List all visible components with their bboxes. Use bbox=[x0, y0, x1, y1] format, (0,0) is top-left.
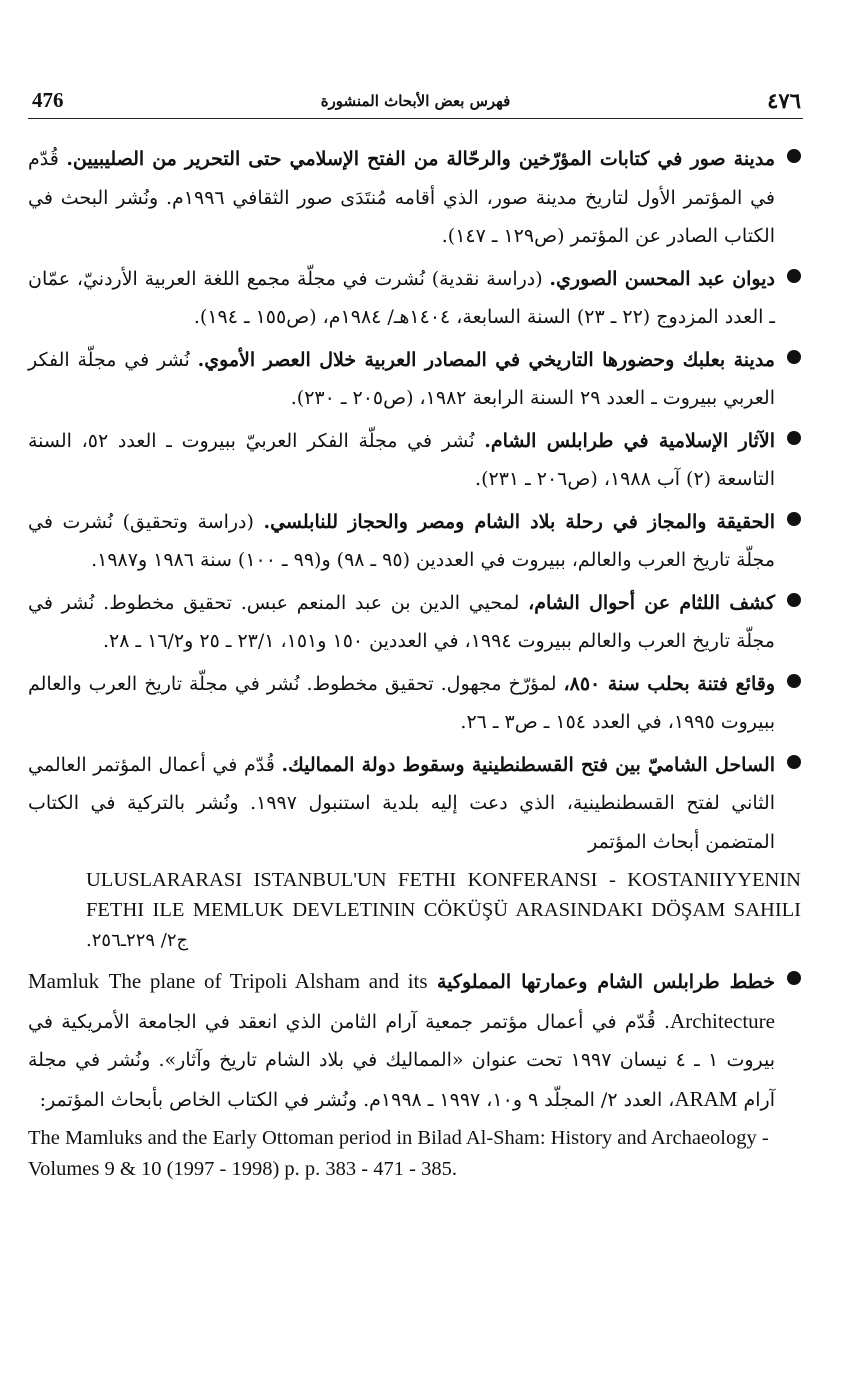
entry-body: قُدّم في أعمال المؤتمر العالمي الثاني لفتح القسطنطينية، الذي دعت إليه بلدية استنبول ١٩٩٧. ونُشر بالتركية في الكتاب المتضمن أبحاث المؤتمر bbox=[28, 753, 776, 853]
bullet-icon bbox=[787, 755, 801, 769]
list-item bbox=[28, 584, 803, 661]
entry-title-english-2: Mamluk Architecture bbox=[28, 969, 775, 1033]
list-item bbox=[28, 140, 803, 256]
list-item bbox=[28, 503, 803, 580]
entry-body-2: ، العدد ٢/ المجلّد ٩ و١٠، ١٩٩٧ ـ ١٩٩٨م. ونُشر في الكتاب الخاص بأبحاث المؤتمر: bbox=[39, 1088, 675, 1111]
page-header bbox=[28, 84, 803, 119]
entry-title: الآثار الإسلامية في طرابلس الشام. bbox=[484, 429, 775, 452]
entry-body: (دراسة وتحقيق) نُشرت في مجلّة تاريخ العرب والعالم، ببيروت في العددين (٩٥ ـ ٩٨) و(٩٩ ـ ١٠٠) سنة ١٩٨٦ و١٩٨٧. bbox=[28, 510, 775, 571]
entry-body: نُشر في مجلّة الفكر العربيّ ببيروت ـ العدد ٥٢، السنة التاسعة (٢) آب ١٩٨٨، (ص٢٠٦ ـ ٢٣١). bbox=[28, 429, 775, 490]
journal-name-latin: ARAM bbox=[674, 1086, 738, 1111]
entry-title: وقائع فتنة بحلب سنة ٨٥٠، bbox=[563, 672, 775, 695]
bullet-icon bbox=[787, 149, 801, 163]
entry-body: لمحيي الدين بن عبد المنعم عبس. تحقيق مخطوط. نُشر في مجلّة تاريخ العرب والعالم ببيروت ١٩٩٤، في العددين ١٥٠ و١٥١، ٢٣/١ ـ ٢٥ و١٦/٢ ـ ٢٨. bbox=[28, 591, 775, 652]
entry-title: الساحل الشاميّ بين فتح القسطنطينية وسقوط دولة المماليك. bbox=[281, 753, 775, 776]
entry-title: الحقيقة والمجاز في رحلة بلاد الشام ومصر والحجاز للنابلسي. bbox=[263, 510, 775, 533]
entry-title: خطط طرابلس الشام وعمارتها المملوكية bbox=[437, 971, 776, 993]
entry-body: نُشر في مجلّة الفكر العربي ببيروت ـ العدد ٢٩ السنة الرابعة ١٩٨٢، (ص٢٠٥ ـ ٢٣٠). bbox=[28, 348, 775, 409]
bullet-icon bbox=[787, 269, 801, 283]
list-item bbox=[28, 260, 803, 337]
turkish-title-pages: ج٢/ ٢٢٩ـ٢٥٦. bbox=[86, 930, 189, 951]
entry-body: لمؤرّخ مجهول. تحقيق مخطوط. نُشر في مجلّة تاريخ العرب والعالم ببيروت ١٩٩٥، في العدد ١٥٤ ـ ص٣ ـ ٢٦. bbox=[28, 672, 775, 733]
entry-body: (دراسة نقدية) نُشرت في مجلّة مجمع اللغة العربية الأردنيّ، عمّان ـ العدد المزدوج (٢٢ ـ ٢٣) السنة السابعة، ١٤٠٤هـ/ ١٩٨٤م، (ص١٥٥ ـ ١٩٤). bbox=[28, 267, 775, 328]
list-item bbox=[28, 341, 803, 418]
entry-title: ديوان عبد المحسن الصوري. bbox=[549, 267, 775, 290]
bullet-icon bbox=[787, 350, 801, 364]
page bbox=[28, 0, 803, 1376]
entry-title-english: The plane of Tripoli Alsham and its bbox=[108, 969, 428, 993]
english-book-title: The Mamluks and the Early Ottoman period in Bilad Al-Sham: History and Archaeology - Volumes 9 & 10 (1997 - 1998) p. p. 383 - 471 - 385. bbox=[28, 1127, 769, 1180]
list-item: خطط طرابلس الشام وعمارتها المملوكية The plane of Tripoli Alsham and its Mamluk Architecture. قُدّم في أعمال مؤتمر جمعية آرام الثامن الذي انعقد في الجامعة الأمريكية في بيروت ١ ـ ٤ نيسان ١٩٩٧ تحت عنوان «المماليك في بلاد الشام تاريخ وآثار». ونُشر في مجلة آرام ARAM، العدد ٢/ المجلّد ٩ و١٠، ١٩٩٧ ـ ١٩٩٨م. ونُشر في الكتاب الخاص بأبحاث المؤتمر: bbox=[28, 962, 803, 1119]
page-number-latin: 476 bbox=[32, 88, 64, 112]
bullet-icon bbox=[787, 674, 801, 688]
page-number-arabic: ٤٧٦ bbox=[767, 88, 801, 113]
list-item bbox=[28, 746, 803, 862]
turkish-title-text: ULUSLARARASI ISTANBUL'UN FETHI KONFERANSI - KOSTANIIYYENIN FETHI ILE MEMLUK DEVLETININ CÖKÜŞÜ ARASINDAKI DÖŞAM SAHILI bbox=[86, 869, 801, 921]
entry-title: مدينة صور في كتابات المؤرّخين والرحّالة من الفتح الإسلامي حتى التحرير من الصليبيين. bbox=[66, 148, 775, 170]
bullet-icon bbox=[787, 512, 801, 526]
bullet-icon bbox=[787, 593, 801, 607]
entry-title: كشف اللثام عن أحوال الشام، bbox=[528, 591, 775, 614]
list-item bbox=[28, 422, 803, 499]
publication-list bbox=[28, 140, 803, 1185]
entry-body: قُدّم في أعمال مؤتمر جمعية آرام الثامن الذي انعقد في الجامعة الأمريكية في بيروت ١ ـ ٤ نيسان ١٩٩٧ تحت عنوان «المماليك في بلاد الشام تاريخ وآثار». ونُشر في مجلة آرام bbox=[28, 1010, 776, 1111]
list-item bbox=[28, 665, 803, 742]
running-title: فهرس بعض الأبحاث المنشورة bbox=[320, 92, 511, 110]
turkish-conference-title bbox=[28, 865, 803, 956]
bullet-icon bbox=[787, 971, 801, 985]
bullet-icon bbox=[787, 431, 801, 445]
entry-body: قُدّم في المؤتمر الأول لتاريخ مدينة صور، الذي أقامه مُنتَدَى صور الثقافي ١٩٩٦م. ونُشر البحث في الكتاب الصادر عن المؤتمر (ص١٢٩ ـ ١٤٧). bbox=[28, 148, 775, 247]
entry-title: مدينة بعلبك وحضورها التاريخي في المصادر العربية خلال العصر الأموي. bbox=[197, 348, 775, 371]
